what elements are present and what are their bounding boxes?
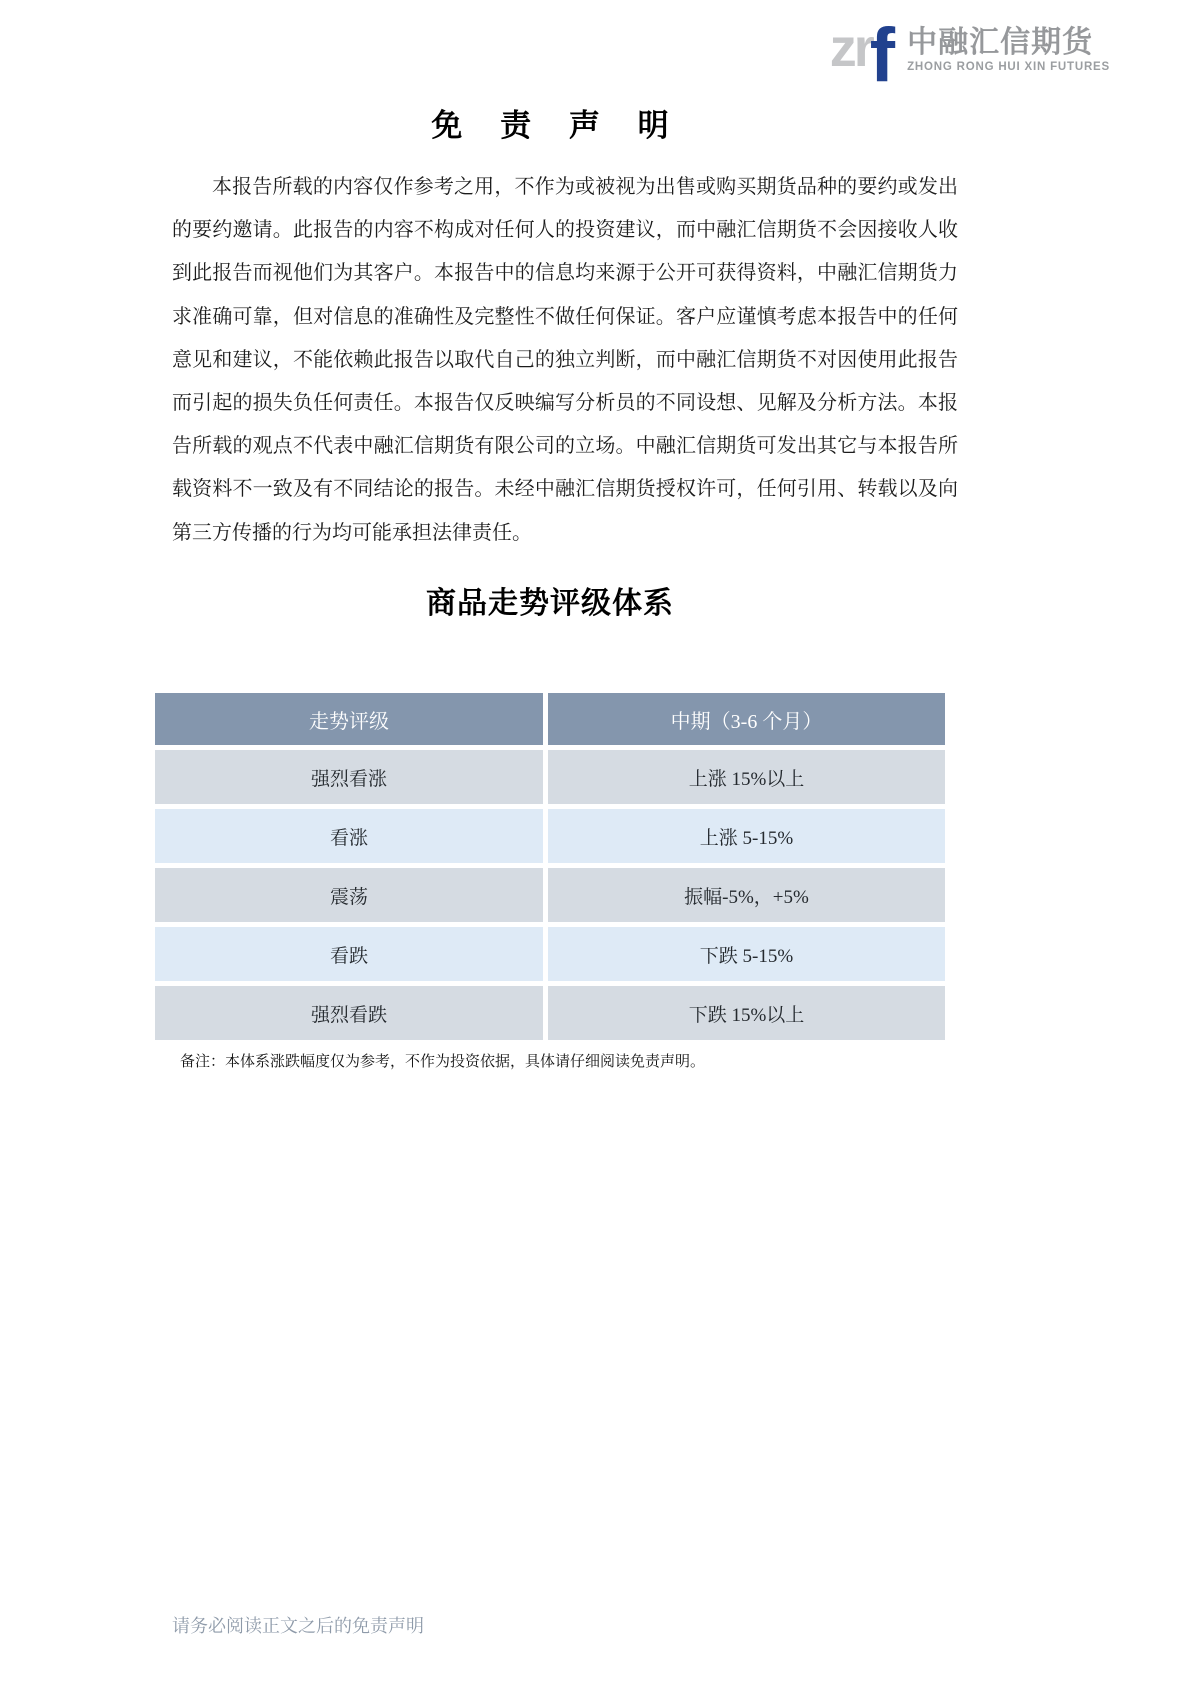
table-cell-rating: 强烈看涨 <box>155 750 543 804</box>
table-header-rating: 走势评级 <box>155 693 543 745</box>
table-cell-rating: 看涨 <box>155 809 543 863</box>
table-cell-rating: 震荡 <box>155 868 543 922</box>
logo-letter-f: f <box>869 12 896 98</box>
table-cell-midterm: 上涨 5-15% <box>548 809 945 863</box>
table-cell-midterm: 振幅-5%，+5% <box>548 868 945 922</box>
table-header-midterm: 中期（3-6 个月） <box>548 693 945 745</box>
table-note: 备注：本体系涨跌幅度仅为参考，不作为投资依据，具体请仔细阅读免责声明。 <box>180 1054 706 1070</box>
rating-table <box>155 693 945 1040</box>
footer-disclaimer: 请务必阅读正文之后的免责声明 <box>172 1616 424 1636</box>
company-logo <box>829 12 1110 98</box>
table-cell-midterm: 上涨 15%以上 <box>548 750 945 804</box>
logo-text <box>907 26 1110 73</box>
table-cell-midterm: 下跌 15%以上 <box>548 986 945 1040</box>
table-cell-midterm: 下跌 5-15% <box>548 927 945 981</box>
company-name-en: ZHONG RONG HUI XIN FUTURES <box>907 61 1110 73</box>
company-name-cn: 中融汇信期货 <box>907 26 1094 59</box>
table-cell-rating: 看跌 <box>155 927 543 981</box>
page-title: 免 责 声 明 <box>431 108 684 143</box>
section-title: 商品走势评级体系 <box>426 587 674 620</box>
logo-mark <box>829 12 896 98</box>
table-cell-rating: 强烈看跌 <box>155 986 543 1040</box>
disclaimer-paragraph: 本报告所载的内容仅作参考之用，不作为或被视为出售或购买期货品种的要约或发出的要约邀请。此报告的内容不构成对任何人的投资建议，而中融汇信期货不会因接收人收到此报告而视他们为其客户。本报告中的信息均来源于公开可获得资料，中融汇信期货力求准确可靠，但对信息的准确性及完整性不做任何保证。客户应谨慎考虑本报告中的任何意见和建议，不能依赖此报告以取代自己的独立判断，而中融汇信期货不对因使用此报告而引起的损失负任何责任。本报告仅反映编写分析员的不同设想、见解及分析方法。本报告所载的观点不代表中融汇信期货有限公司的立场。中融汇信期货可发出其它与本报告所载资料不一致及有不同结论的报告。未经中融汇信期货授权许可，任何引用、转载以及向第三方传播的行为均可能承担法律责任。 <box>172 176 958 544</box>
logo-letters-zr: zr <box>829 17 872 78</box>
